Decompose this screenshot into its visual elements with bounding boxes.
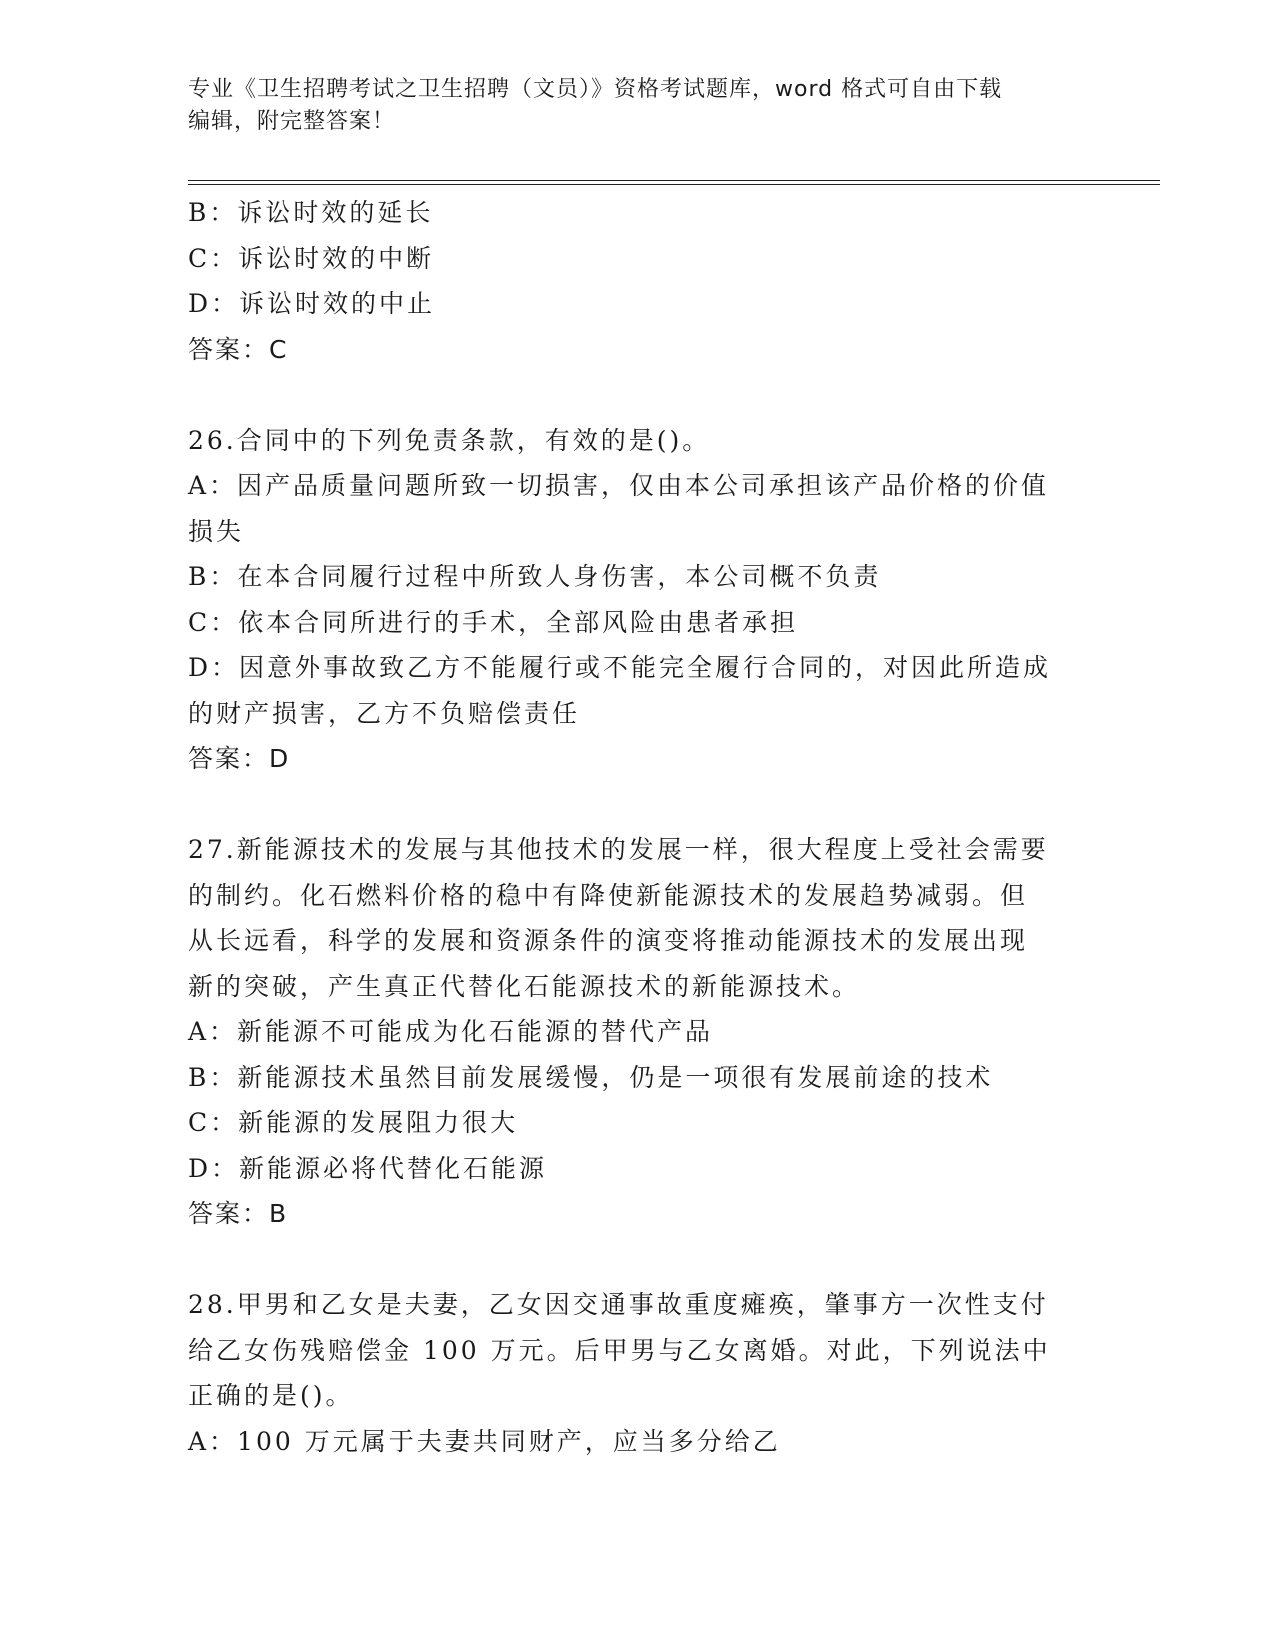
option-c: C：新能源的发展阻力很大	[188, 1108, 519, 1137]
option-d: D：新能源必将代替化石能源	[188, 1153, 548, 1183]
header-rule-top	[188, 180, 1160, 181]
option-a: A：因产品质量问题所致一切损害，仅由本公司承担该产品价格的价值	[188, 471, 1050, 500]
answer-label: 答案：	[188, 1199, 270, 1228]
question-spacer	[188, 782, 1108, 828]
question-27	[188, 827, 1108, 1237]
question-stem-continued: 从长远看，科学的发展和资源条件的演变将推动能源技术的发展出现	[188, 926, 1029, 955]
option-b: B：新能源技术虽然目前发展缓慢，仍是一项很有发展前途的技术	[188, 1062, 994, 1092]
question-25	[188, 190, 1108, 372]
answer-value: B	[269, 1199, 289, 1228]
question-stem: 27.新能源技术的发展与其他技术的发展一样，很大程度上受社会需要	[188, 835, 1049, 864]
option-c: C：诉讼时效的中断	[188, 243, 435, 273]
option-d-continued: 的财产损害，乙方不负赔偿责任	[188, 698, 581, 728]
option-d: D：诉讼时效的中止	[188, 289, 436, 318]
question-28	[188, 1282, 1108, 1464]
answer-label: 答案：	[188, 334, 270, 364]
question-stem-continued: 的制约。化石燃料价格的稳中有降使新能源技术的发展趋势减弱。但	[188, 880, 1029, 910]
question-26	[188, 418, 1108, 782]
option-a: A：新能源不可能成为化石能源的替代产品	[188, 1017, 714, 1046]
question-spacer	[188, 1237, 1108, 1283]
option-a: A：100 万元属于夫妻共同财产，应当多分给乙	[188, 1426, 781, 1456]
option-d: D：因意外事故致乙方不能履行或不能完全履行合同的，对因此所造成	[188, 653, 1052, 682]
option-b: B：在本合同履行过程中所致人身伤害，本公司概不负责	[188, 562, 882, 591]
header-rule-bottom	[188, 184, 1160, 185]
answer-line	[188, 736, 1108, 782]
page-header	[188, 74, 1088, 138]
question-spacer	[188, 372, 1108, 418]
header-line-2: 编辑，附完整答案！	[188, 109, 396, 134]
answer-label: 答案：	[188, 744, 270, 773]
answer-line	[188, 1191, 1108, 1237]
option-b: B：诉讼时效的延长	[188, 198, 434, 227]
question-stem: 26.合同中的下列免责条款，有效的是()。	[188, 425, 711, 455]
question-stem-continued: 新的突破，产生真正代替化石能源技术的新能源技术。	[188, 971, 861, 1001]
question-stem-continued: 正确的是()。	[188, 1381, 354, 1410]
answer-line	[188, 327, 1108, 373]
option-c: C：依本合同所进行的手术，全部风险由患者承担	[188, 607, 799, 637]
option-a-continued: 损失	[188, 516, 245, 546]
question-content	[188, 190, 1108, 1464]
answer-value: D	[269, 744, 291, 773]
header-line-1: 专业《卫生招聘考试之卫生招聘（文员）》资格考试题库，word 格式可自由下载	[188, 77, 1003, 102]
answer-value: C	[269, 334, 289, 364]
question-stem: 28.甲男和乙女是夫妻，乙女因交通事故重度瘫痪，肇事方一次性支付	[188, 1290, 1049, 1319]
question-stem-continued: 给乙女伤残赔偿金 100 万元。后甲男与乙女离婚。对此，下列说法中	[188, 1335, 1051, 1365]
